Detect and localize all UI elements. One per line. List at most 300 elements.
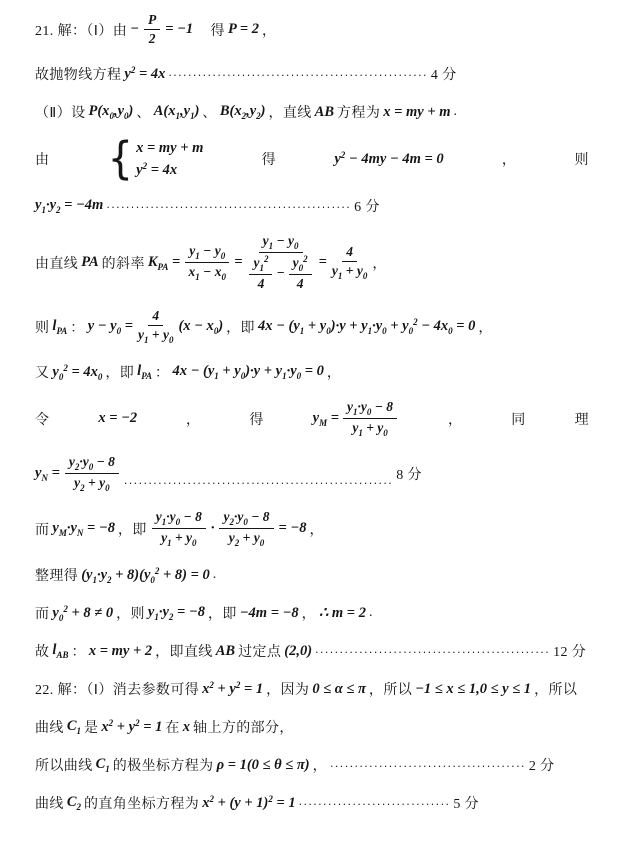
math-token: l	[137, 363, 142, 379]
math-token: + 8 ≠ 0	[67, 604, 114, 621]
text-run: ，所以	[368, 683, 413, 698]
math-token: + y	[171, 530, 193, 545]
math-run	[172, 363, 323, 381]
text-run: 的斜率	[101, 256, 145, 272]
fraction-numerator	[65, 454, 119, 474]
math-token: 4	[346, 244, 354, 259]
math-token: y	[52, 363, 59, 380]
math-token: y	[35, 464, 42, 481]
math-token: = 4x	[67, 363, 98, 380]
math-token: + y	[213, 681, 236, 697]
math-group	[313, 399, 399, 438]
math-run	[67, 718, 81, 736]
math-token: 4x − (y	[172, 363, 215, 379]
text-run: 、	[202, 106, 217, 121]
math-run	[52, 520, 115, 538]
math-run	[223, 509, 269, 527]
math-token: 2	[209, 794, 214, 804]
math-token: −4m = −8	[239, 604, 299, 621]
math-run	[161, 530, 196, 548]
math-token: 2	[76, 802, 81, 812]
line-c1-polar	[35, 754, 589, 776]
math-token: 0	[326, 326, 331, 336]
math-token: 2	[130, 65, 136, 75]
math-token: y	[312, 409, 320, 426]
dots-leader: ··················································	[106, 201, 352, 214]
math-token: 2	[56, 205, 61, 215]
math-token: =	[318, 254, 327, 270]
math-token: (x − x	[178, 317, 214, 334]
fraction-denominator	[189, 263, 226, 282]
equation-system	[107, 133, 204, 185]
math-token: x	[101, 719, 109, 735]
text-run: ：	[71, 645, 86, 660]
math-token: − 8	[371, 399, 394, 414]
math-token: y	[331, 263, 338, 278]
math-run	[154, 103, 200, 121]
math-token: 1	[92, 574, 97, 585]
math-token: y	[74, 475, 81, 490]
math-token: x	[202, 795, 210, 811]
text-run: ，即	[117, 522, 147, 538]
math-run	[148, 12, 156, 28]
math-run	[138, 327, 173, 345]
text-run: 的极坐标方程为	[112, 759, 214, 774]
math-token: y	[138, 327, 144, 342]
math-run	[220, 103, 266, 121]
math-token: y	[253, 255, 260, 270]
dots-leader: ················································	[315, 646, 551, 659]
fraction-denominator	[247, 253, 313, 292]
fraction-denominator	[161, 529, 196, 548]
text-run: .	[453, 104, 458, 119]
score-5: 5 分	[453, 797, 480, 812]
math-token: 0	[298, 263, 304, 273]
math-token: )	[194, 103, 200, 119]
math-run	[334, 150, 443, 168]
fraction-numerator	[219, 509, 273, 529]
math-token: = 0	[301, 363, 324, 379]
math-token: 0	[168, 335, 174, 345]
math-token: ·y	[96, 566, 108, 583]
math-run	[148, 604, 205, 622]
math-token: 2	[63, 362, 68, 373]
text-run: 的直角坐标方程为	[83, 797, 200, 812]
math-token: y	[334, 151, 341, 167]
text-run: ，	[326, 366, 342, 381]
math-token: )	[260, 103, 266, 119]
fraction-denominator	[297, 275, 304, 292]
math-token: ·y	[66, 519, 77, 536]
math-token: y	[155, 509, 162, 524]
math-run	[130, 21, 139, 38]
math-token: ∴ m = 2	[319, 604, 366, 621]
score-6: 6 分	[354, 200, 380, 215]
math-run	[101, 718, 162, 736]
math-token: l	[52, 642, 57, 658]
math-token: −1 ≤ x ≤ 1,0 ≤ y ≤ 1	[415, 680, 532, 697]
math-run	[276, 265, 284, 281]
text-run: 整理得	[35, 569, 79, 584]
math-token: 4	[257, 276, 265, 291]
text-run: 同	[511, 412, 526, 428]
math-token: 1	[105, 764, 110, 774]
math-token: x = my + m	[383, 103, 451, 120]
fraction	[185, 243, 229, 282]
math-token: 0	[88, 462, 94, 472]
math-token: x = my + 2	[88, 642, 153, 659]
equation-row	[136, 161, 177, 179]
text-run: ，直线	[268, 106, 312, 121]
fraction-denominator	[332, 262, 367, 281]
fraction-numerator	[144, 12, 160, 30]
text-run: 轴上方的部分，	[193, 721, 294, 736]
math-token: = −1	[165, 21, 194, 37]
math-token: y	[292, 255, 299, 270]
dots-leader: ·······························	[298, 798, 451, 811]
math-token: =	[234, 254, 243, 270]
text-run: .	[212, 567, 217, 582]
equation-row	[136, 140, 203, 157]
math-run	[88, 318, 133, 336]
math-token: 2	[107, 574, 112, 585]
math-token: PA	[56, 325, 68, 336]
math-token: = 4x	[135, 66, 166, 82]
math-run	[136, 140, 203, 157]
math-token: 2	[235, 680, 241, 690]
text-run: 过定点	[238, 645, 282, 660]
math-token: 2	[63, 603, 68, 614]
math-token: 0	[382, 326, 387, 336]
text-run: ，	[478, 320, 493, 336]
math-token: + y	[239, 530, 260, 545]
math-token: M	[58, 527, 67, 538]
text-run: ，	[447, 412, 463, 428]
math-token: 2	[108, 718, 114, 728]
math-token: 1	[41, 205, 46, 215]
math-token: −	[130, 21, 139, 37]
text-run: ，	[312, 759, 327, 774]
math-token: y	[124, 66, 131, 82]
math-token: ·y	[166, 509, 176, 524]
math-token: ·y	[79, 454, 89, 469]
text-run: 故抛物线方程	[35, 68, 122, 83]
math-token: y	[52, 604, 59, 621]
text-run: 、	[136, 106, 151, 121]
math-run	[313, 410, 339, 428]
fraction	[332, 244, 367, 281]
math-run	[258, 317, 475, 336]
text-run: 而	[35, 522, 50, 538]
math-run	[263, 233, 299, 251]
fraction-numerator	[249, 254, 272, 275]
math-token: 1	[268, 241, 274, 251]
line-part2-setup	[35, 101, 589, 123]
math-token: − 4x	[417, 318, 449, 334]
math-token: C	[66, 718, 77, 734]
math-token: 2	[413, 317, 418, 327]
math-token: 2	[74, 462, 80, 472]
text-run: 曲线	[35, 721, 64, 736]
math-token: ·y	[372, 318, 383, 334]
math-token: − x	[199, 264, 222, 279]
math-run	[178, 318, 223, 336]
math-token: 0	[243, 517, 248, 527]
math-token: P	[147, 12, 157, 27]
math-token: B(x	[219, 103, 242, 119]
math-run	[89, 643, 152, 660]
math-token: AB	[56, 650, 69, 660]
line-fixed-point	[35, 640, 589, 662]
text-run: 理	[574, 412, 589, 428]
math-token: ·y	[233, 509, 244, 524]
math-run	[124, 65, 165, 83]
math-token: N	[41, 472, 48, 483]
math-token: = −8	[173, 604, 205, 620]
math-token: )	[128, 103, 134, 119]
dots-leader: ·······················································	[123, 477, 394, 490]
text-run: ，	[262, 23, 277, 39]
math-token: 2	[80, 483, 85, 493]
text-run: ，即	[226, 320, 255, 336]
math-token: C	[66, 794, 77, 810]
math-run	[228, 21, 259, 38]
math-token: l	[52, 317, 57, 334]
math-token: 0	[259, 538, 265, 548]
math-token: 0	[58, 612, 64, 623]
math-run	[35, 197, 103, 215]
math-run	[98, 410, 137, 427]
score-2: 2 分	[528, 759, 555, 774]
math-token: = 1	[139, 719, 163, 735]
line-parabola-equation	[35, 63, 589, 85]
text-run: ，	[501, 153, 517, 168]
math-token: 1	[353, 407, 358, 417]
line-21-part1	[35, 12, 589, 47]
math-token: ·y	[286, 363, 297, 379]
math-token: )·y + y	[330, 318, 368, 334]
text-run: ，所以	[534, 683, 578, 698]
fraction-numerator	[259, 233, 303, 253]
math-token: 0	[408, 326, 414, 336]
math-token: 1	[144, 335, 149, 345]
math-run	[319, 605, 366, 622]
math-token: 0	[109, 111, 114, 121]
fraction	[138, 308, 173, 345]
math-token: 1	[358, 428, 363, 438]
math-token: ·y	[357, 399, 367, 414]
line-ym	[35, 399, 589, 438]
math-token: ·y	[158, 604, 169, 620]
fraction-denominator	[138, 326, 173, 345]
math-token: = 1	[272, 795, 296, 811]
math-token: y	[136, 161, 143, 178]
math-token: 4	[152, 308, 160, 323]
score-12: 12 分	[553, 645, 587, 660]
math-token: 1	[76, 726, 81, 736]
math-run	[297, 276, 304, 292]
math-token: 0	[220, 251, 226, 261]
fraction-denominator	[258, 275, 265, 292]
math-token: 0	[240, 371, 246, 381]
math-token: 1	[161, 517, 167, 527]
text-run: 所以曲线	[35, 759, 93, 774]
math-run	[332, 263, 367, 281]
math-token: − y	[199, 243, 221, 258]
dots-leader: ·····················································	[168, 69, 428, 82]
math-run	[253, 254, 268, 273]
math-token: − 8	[180, 509, 202, 524]
math-run	[211, 520, 215, 537]
line-22-part1	[35, 678, 589, 700]
math-token: + y	[84, 475, 106, 490]
fraction	[247, 233, 313, 292]
math-run	[240, 605, 299, 622]
text-run: 是	[83, 721, 99, 736]
math-token: A(x	[153, 103, 176, 119]
math-token: 0	[221, 272, 226, 282]
math-token: + 8) = 0	[159, 566, 210, 583]
math-token: PA	[157, 261, 169, 272]
text-run: ，即	[105, 366, 135, 381]
math-token: 1	[214, 371, 219, 381]
math-token: 4x − (y	[257, 318, 300, 334]
text-run: ，则	[116, 607, 145, 622]
math-token: 0	[362, 271, 368, 281]
math-run	[69, 454, 115, 472]
text-run: ，即直线	[155, 645, 213, 660]
math-run	[346, 244, 353, 260]
text-run: 则	[574, 153, 589, 168]
math-token: y	[352, 420, 359, 435]
fraction-denominator	[74, 474, 109, 493]
math-token: )	[218, 317, 224, 334]
math-run	[383, 104, 450, 121]
math-token: =	[327, 409, 339, 426]
math-token: 2	[303, 254, 308, 264]
math-run	[74, 475, 109, 493]
math-token: 2	[234, 538, 240, 548]
math-token: PA	[81, 254, 99, 270]
math-token: y	[262, 233, 269, 248]
math-token: ,y	[180, 103, 191, 119]
math-token: 2	[148, 31, 156, 46]
text-run: .	[368, 605, 373, 620]
text-run: 由直线	[35, 256, 79, 272]
text-run: 由	[35, 153, 50, 168]
math-run	[234, 254, 242, 271]
text-run: 在	[165, 721, 180, 736]
math-run	[152, 308, 159, 324]
fraction	[144, 12, 160, 47]
fraction-numerator	[185, 243, 229, 263]
line-yn	[35, 454, 589, 493]
math-token: P(x	[88, 103, 110, 119]
math-run	[279, 520, 307, 537]
text-run: 曲线	[35, 797, 64, 812]
math-token: + y	[148, 327, 169, 342]
math-token: + y	[362, 420, 384, 435]
math-token: 0	[97, 371, 103, 382]
math-token: 0	[150, 574, 155, 585]
text-run: ，	[186, 412, 201, 428]
math-run	[415, 681, 531, 698]
text-run: ，即	[207, 607, 237, 622]
text-run: 得	[261, 153, 277, 168]
math-token: =	[168, 253, 181, 270]
math-token: y − y	[87, 317, 117, 334]
line-lpa-equation	[35, 308, 589, 345]
math-run	[96, 756, 110, 774]
line-vieta	[35, 195, 589, 217]
math-token: y	[347, 399, 353, 414]
math-token: + (y + 1)	[213, 795, 269, 811]
math-run	[216, 643, 235, 660]
text-run: 而	[35, 607, 50, 622]
fraction-denominator	[229, 529, 264, 548]
math-run	[136, 161, 177, 179]
math-run	[156, 509, 202, 527]
math-run	[347, 399, 393, 417]
math-run	[312, 681, 366, 698]
math-token: 0	[383, 428, 388, 438]
math-token: 4	[296, 276, 304, 291]
math-token: 0	[58, 371, 64, 382]
math-token: x	[182, 718, 191, 735]
math-token: 1	[259, 263, 264, 273]
math-token: 2	[142, 160, 148, 171]
math-token: y	[161, 530, 168, 545]
math-token: 2	[209, 680, 214, 690]
math-token: y	[35, 197, 42, 213]
fraction	[249, 254, 272, 292]
math-token: y	[189, 243, 196, 258]
math-run	[52, 363, 102, 382]
math-run	[35, 465, 60, 483]
math-token: = 0	[452, 318, 476, 334]
line-system	[35, 133, 589, 185]
math-run	[202, 794, 295, 812]
math-run	[202, 680, 263, 698]
math-token: =	[47, 464, 60, 481]
math-token: 0	[105, 483, 110, 493]
math-token: M	[319, 417, 328, 428]
line-lpa-simplified	[35, 361, 589, 383]
math-token: =	[121, 317, 133, 334]
text-run: 22. 解：（Ⅰ）消去参数可得	[35, 683, 200, 698]
math-token: 0	[366, 407, 372, 417]
math-run	[229, 530, 264, 548]
fraction-numerator	[152, 509, 206, 529]
text-run: （Ⅱ）设	[35, 106, 86, 121]
math-token: (y	[81, 566, 93, 583]
math-token: 2	[168, 612, 174, 622]
math-run	[165, 21, 193, 38]
left-brace-icon: {	[107, 133, 134, 185]
math-run	[149, 31, 156, 47]
score-4: 4 分	[430, 68, 457, 83]
math-run	[319, 254, 327, 271]
math-token: = −4m	[60, 197, 104, 213]
math-token: 1	[190, 111, 195, 121]
math-run	[89, 103, 134, 121]
math-run	[217, 757, 310, 774]
line-c2-rect	[35, 792, 589, 814]
math-run	[81, 254, 98, 271]
math-run	[258, 276, 265, 292]
math-run	[284, 643, 312, 660]
math-token: + y	[386, 318, 409, 334]
